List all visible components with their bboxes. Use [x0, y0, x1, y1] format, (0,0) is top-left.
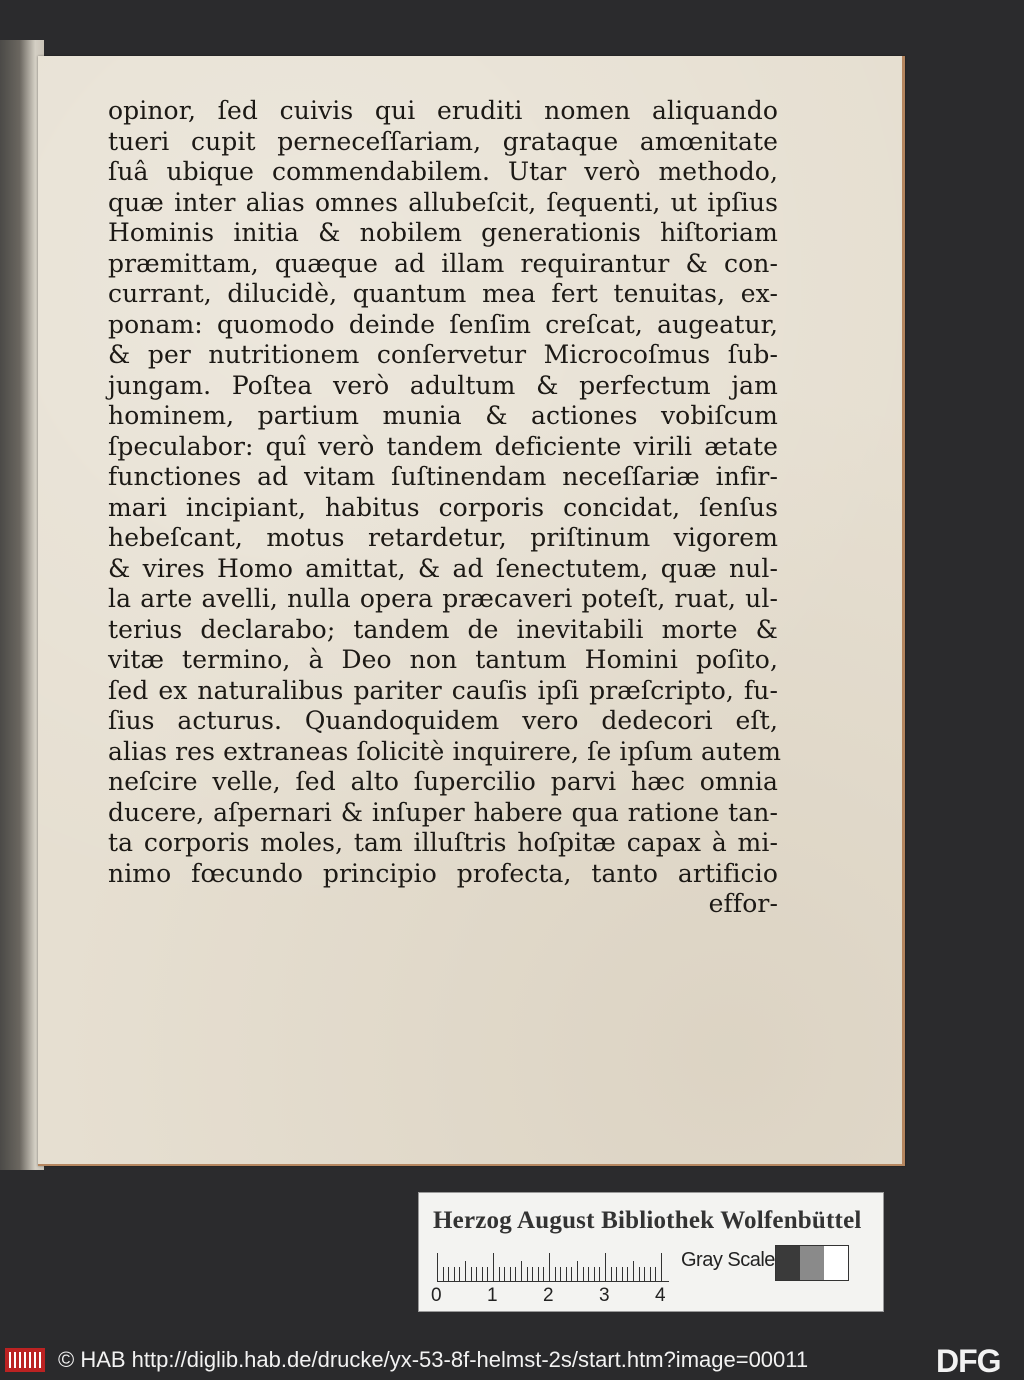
ruler-tick	[499, 1267, 500, 1281]
catchword: effor-	[708, 889, 778, 918]
ruler-tick	[504, 1267, 505, 1281]
text-line: hebeſcant, motus retardetur, priſtinum vigorem	[108, 523, 778, 552]
text-line: & vires Homo amittat, & ad ſenectutem, quæ nul-	[108, 553, 778, 583]
text-line: quæ inter alias omnes allubeſcit, ſequenti, ut ipſius	[108, 187, 778, 217]
ruler-tick	[583, 1267, 584, 1281]
text-line: nimo fœcundo principio profecta, tanto artificio	[108, 858, 778, 888]
ruler-tick	[454, 1267, 455, 1281]
ruler-tick	[527, 1267, 528, 1281]
ruler-tick	[549, 1253, 550, 1281]
text-line: Hominis initia & nobilem generationis hiſtoriam	[108, 218, 778, 247]
footer-bar	[0, 1340, 1024, 1379]
text-line: la arte avelli, nulla opera præcaveri poteſt, ruat, ul-	[108, 584, 778, 613]
text-line: functiones ad vitam ſuſtinendam neceſſariæ infir-	[108, 462, 778, 491]
ruler-tick	[543, 1267, 544, 1281]
text-line: ſpeculabor: quî verò tandem deficiente virili ætate	[108, 431, 778, 461]
text-line: vitæ termino, à Deo non tantum Homini poſito,	[108, 645, 778, 674]
ruler-tick	[639, 1267, 640, 1281]
text-line: ſed ex naturalibus pariter cauſis ipſi præſcripto, fu-	[108, 675, 778, 705]
ruler-tick	[605, 1253, 606, 1281]
grayscale-bar	[775, 1245, 849, 1281]
text-line: hominem, partium munia & actiones vobiſcum	[108, 401, 778, 430]
ruler-tick	[594, 1267, 595, 1281]
ruler-tick	[443, 1267, 444, 1281]
ruler-tick	[599, 1267, 600, 1281]
ruler-number: 4	[655, 1285, 666, 1306]
hab-barcode-logo-icon	[4, 1347, 46, 1373]
text-line: neſcire velle, ſed alto ſupercilio parvi hæc omnia	[108, 767, 778, 796]
ruler-tick	[555, 1267, 556, 1281]
ruler-tick	[622, 1267, 623, 1281]
text-line: jungam. Poſtea verò adultum & perfectum jam	[108, 370, 778, 400]
copyright-url: © HAB http://diglib.hab.de/drucke/yx-53-8f-helmst-2s/start.htm?image=00011	[58, 1347, 809, 1372]
scale-ruler	[437, 1251, 669, 1282]
text-line: ponam: quomodo deinde ſenſim creſcat, augeatur,	[108, 309, 778, 339]
ruler-tick	[515, 1267, 516, 1281]
ruler-number: 3	[599, 1285, 610, 1306]
text-line: mari incipiant, habitus corporis concidat, ſenſus	[108, 492, 778, 522]
ruler-tick	[437, 1253, 438, 1281]
text-line: ſius acturus. Quandoquidem vero dedecori eſt,	[108, 706, 778, 735]
text-line: opinor, ſed cuivis qui eruditi nomen aliquando	[108, 96, 778, 125]
ruler-number: 0	[431, 1285, 442, 1306]
ruler-number: 1	[487, 1285, 498, 1306]
ruler-tick	[577, 1261, 578, 1281]
ruler-tick	[532, 1267, 533, 1281]
ruler-tick	[487, 1267, 488, 1281]
ruler-tick	[493, 1253, 494, 1281]
ruler-tick	[459, 1267, 460, 1281]
ruler-tick	[510, 1267, 511, 1281]
grayscale-label: Gray Scale	[681, 1249, 775, 1271]
ruler-tick	[465, 1261, 466, 1281]
grayscale-patch	[824, 1246, 848, 1280]
dfg-logo: DFG	[936, 1343, 1001, 1379]
ruler-tick	[616, 1267, 617, 1281]
ruler-tick	[566, 1267, 567, 1281]
ruler-tick	[482, 1267, 483, 1281]
text-line: alias res extraneas ſolicitè inquirere, ſe ipſum autem	[108, 736, 782, 766]
text-line: ſuâ ubique commendabilem. Utar verò methodo,	[108, 157, 778, 186]
ruler-tick	[655, 1267, 656, 1281]
ruler-tick	[588, 1267, 589, 1281]
library-name: Herzog August Bibliothek Wolfenbüttel	[433, 1207, 862, 1234]
text-line: tueri cupit perneceſſariam, grataque amœnitate	[108, 126, 778, 156]
ruler-tick	[661, 1253, 662, 1281]
ruler-tick	[538, 1267, 539, 1281]
library-color-label	[418, 1192, 884, 1312]
ruler-tick	[476, 1267, 477, 1281]
ruler-tick	[521, 1261, 522, 1281]
ruler-tick	[627, 1267, 628, 1281]
grayscale-patch	[776, 1246, 800, 1280]
page-text-block	[108, 96, 782, 920]
book-page	[38, 56, 905, 1166]
text-line: terius declarabo; tandem de inevitabili morte &	[108, 614, 778, 644]
ruler-tick	[471, 1267, 472, 1281]
ruler-tick	[571, 1267, 572, 1281]
text-line: currant, dilucidè, quantum mea fert tenuitas, ex-	[108, 279, 778, 308]
text-line: præmittam, quæque ad illam requirantur & con-	[108, 248, 778, 278]
text-line: ducere, aſpernari & inſuper habere qua ratione tan-	[108, 797, 778, 827]
ruler-tick	[448, 1267, 449, 1281]
grayscale-patch	[800, 1246, 824, 1280]
ruler-tick	[560, 1267, 561, 1281]
ruler-tick	[611, 1267, 612, 1281]
text-line: & per nutritionem conſervetur Microcoſmus ſub-	[108, 340, 778, 369]
ruler-tick	[650, 1267, 651, 1281]
ruler-tick	[644, 1267, 645, 1281]
text-line: ta corporis moles, tam illuſtris hoſpitæ capax à mi-	[108, 828, 778, 857]
ruler-tick	[633, 1261, 634, 1281]
ruler-number: 2	[543, 1285, 554, 1306]
